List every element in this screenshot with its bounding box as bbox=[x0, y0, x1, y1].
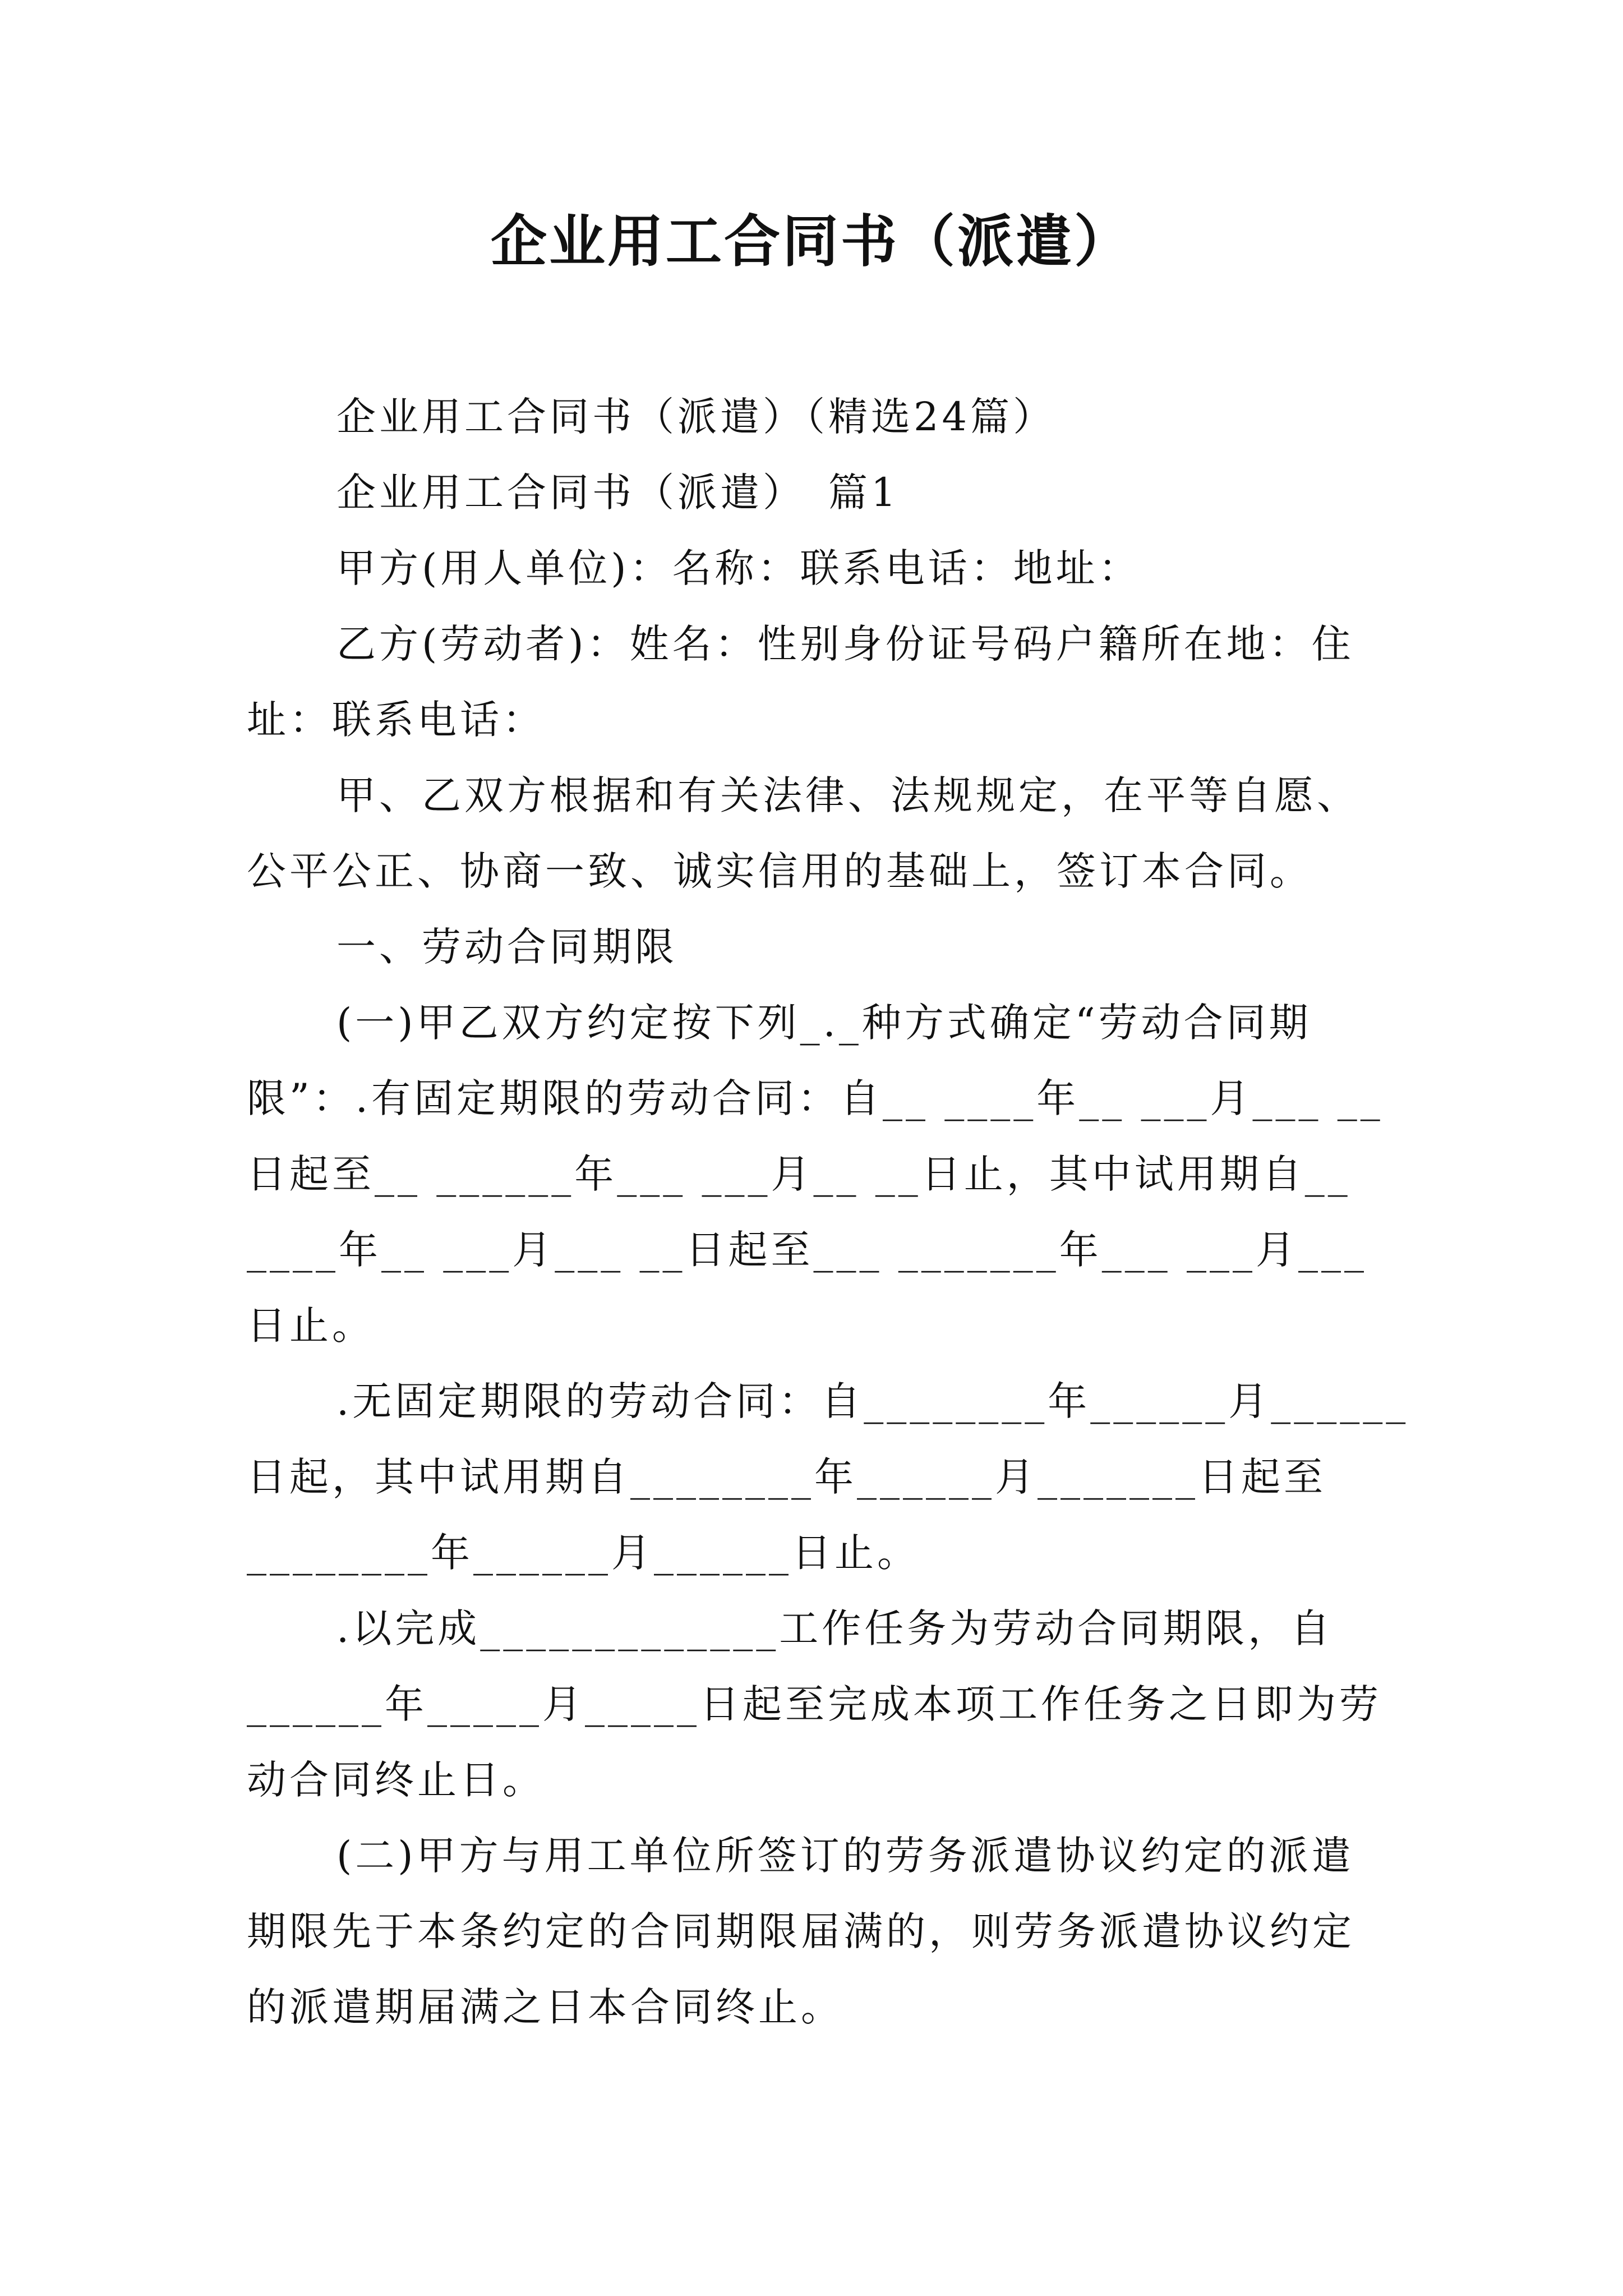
preamble-line: 甲、乙双方根据和有关法律、法规规定，在平等自愿、 bbox=[336, 772, 1359, 818]
clause-line: 动合同终止日。 bbox=[247, 1757, 545, 1803]
clause-line: 的派遣期届满之日本合同终止。 bbox=[247, 1984, 843, 2030]
clause-line: (二)甲方与用工单位所签订的劳务派遣协议约定的派遣 bbox=[336, 1833, 1354, 1879]
document-title: 企业用工合同书（派遣） bbox=[491, 208, 1132, 274]
party-b-line-cont: 址：联系电话： bbox=[247, 697, 545, 743]
clause-line: 期限先于本条约定的合同期限届满的，则劳务派遣协议约定 bbox=[247, 1908, 1355, 1954]
section-heading-line: 企业用工合同书（派遣） 篇1 bbox=[336, 470, 900, 516]
preamble-line-cont: 公平公正、协商一致、诚实信用的基础上，签订本合同。 bbox=[247, 848, 1312, 894]
party-a-line: 甲方(用人单位)：名称：联系电话：地址： bbox=[336, 545, 1141, 591]
subtitle-line: 企业用工合同书（派遣）（精选24篇） bbox=[336, 394, 1056, 440]
clause-heading-line: 一、劳动合同期限 bbox=[336, 924, 677, 970]
clause-line: ________年______月______日止。 bbox=[247, 1530, 920, 1576]
party-b-line: 乙方(劳动者)：姓名：性别身份证号码户籍所在地：住 bbox=[336, 621, 1354, 667]
clause-line: 日起，其中试用期自________年______月_______日起至 bbox=[247, 1454, 1326, 1500]
clause-line: 限”：.有固定期限的劳动合同：自__ ____年__ ___月___ __ bbox=[247, 1075, 1384, 1121]
clause-line: ______年_____月_____日起至完成本项工作任务之日即为劳 bbox=[247, 1681, 1382, 1727]
clause-line: .以完成_____________工作任务为劳动合同期限，自 bbox=[336, 1605, 1334, 1651]
clause-line: ____年__ ___月___ __日起至___ _______年___ ___月___ bbox=[247, 1227, 1368, 1273]
clause-line: 日止。 bbox=[247, 1303, 375, 1349]
clause-line: (一)甲乙双方约定按下列_._种方式确定“劳动合同期 bbox=[336, 1000, 1312, 1046]
clause-line: 日起至__ ______年___ ___月__ __日止，其中试用期自__ bbox=[247, 1151, 1351, 1197]
clause-line: .无固定期限的劳动合同：自________年______月______ bbox=[336, 1378, 1409, 1424]
